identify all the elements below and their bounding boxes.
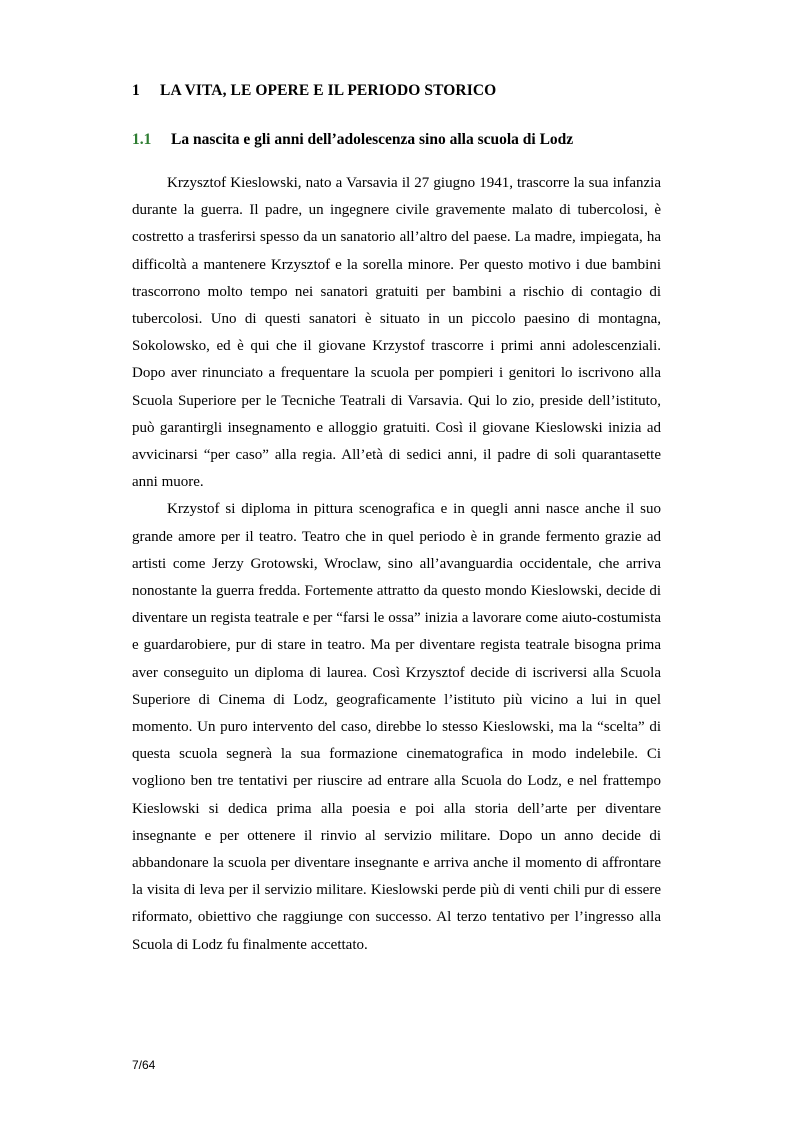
paragraph: Krzysztof Kieslowski, nato a Varsavia il 27 giugno 1941, trascorre la sua infanzia durante la guerra. Il padre, un ingegnere civile gravemente malato di tubercolosi, è costretto a trasferirsi spesso da un sanatorio all’altro del paese. La madre, impiegata, ha difficoltà a mantenere Krzysztof e la sorella minore. Per questo motivo i due bambini trascorrono molto tempo nei sanatori gratuiti per bambini a rischio di contagio di tubercolosi. Uno di questi sanatori è situato in un piccolo paesino di montagna, Sokolowsko, ed è qui che il giovane Krzystof trascorre i primi anni adolescenziali. Dopo aver rinunciato a frequentare la scuola per pompieri i genitori lo iscrivono alla Scuola Superiore per le Tecniche Teatrali di Varsavia. Qui lo zio, preside dell’istituto, può garantirgli insegnamento e alloggio gratuiti. Così il giovane Kieslowski inizia ad avvicinarsi “per caso” alla regia. All’età di sedici anni, il padre di soli quarantasette anni muore. — [132, 175, 661, 491]
page-number: 7/64 — [132, 1058, 156, 1072]
section-title: La nascita e gli anni dell’adolescenza sino alla scuola di Lodz — [171, 131, 574, 148]
chapter-number: 1 — [132, 82, 140, 99]
paragraph: Krzystof si diploma in pittura scenografica e in quegli anni nasce anche il suo grande amore per il teatro. Teatro che in quel periodo è in grande fermento grazie ad artisti come Jerzy Grotowski, Wroclaw, sino all’avanguardia occidentale, che arriva nonostante la guerra fredda. Fortemente attratto da questo mondo Kieslowski, decide di diventare un regista teatrale e per “farsi le ossa” inizia a lavorare come aiuto-costumista e guardarobiere, pur di stare in teatro. Ma per diventare regista teatrale bisogna prima aver conseguito un diploma di laurea. Così Krzysztof decide di iscriversi alla Scuola Superiore di Cinema di Lodz, geograficamente l’istituto più vicino a lui in quel momento. Un puro intervento del caso, direbbe lo stesso Kieslowski, ma la “scelta” di questa scuola segnerà la sua formazione cinematografica in modo indelebile. Ci vogliono ben tre tentativi per riuscire ad entrare alla Scuola do Lodz, e nel frattempo Kieslowski si dedica prima alla poesia e poi alla storia dell’arte per diventare insegnante e per ottenere il rinvio al servizio militare. Dopo un anno decide di abbandonare la scuola per diventare insegnante e arriva anche il momento di affrontare la visita di leva per il servizio militare. Kieslowski perde più di venti chili pur di essere riformato, obiettivo che raggiunge con successo. Al terzo tentativo per l’ingresso alla Scuola di Lodz fu finalmente accettato. — [132, 501, 661, 953]
section-heading — [132, 131, 573, 149]
chapter-heading — [132, 82, 496, 100]
chapter-title: LA VITA, LE OPERE E IL PERIODO STORICO — [160, 82, 497, 99]
body-text — [132, 170, 661, 959]
section-number: 1.1 — [132, 131, 152, 148]
